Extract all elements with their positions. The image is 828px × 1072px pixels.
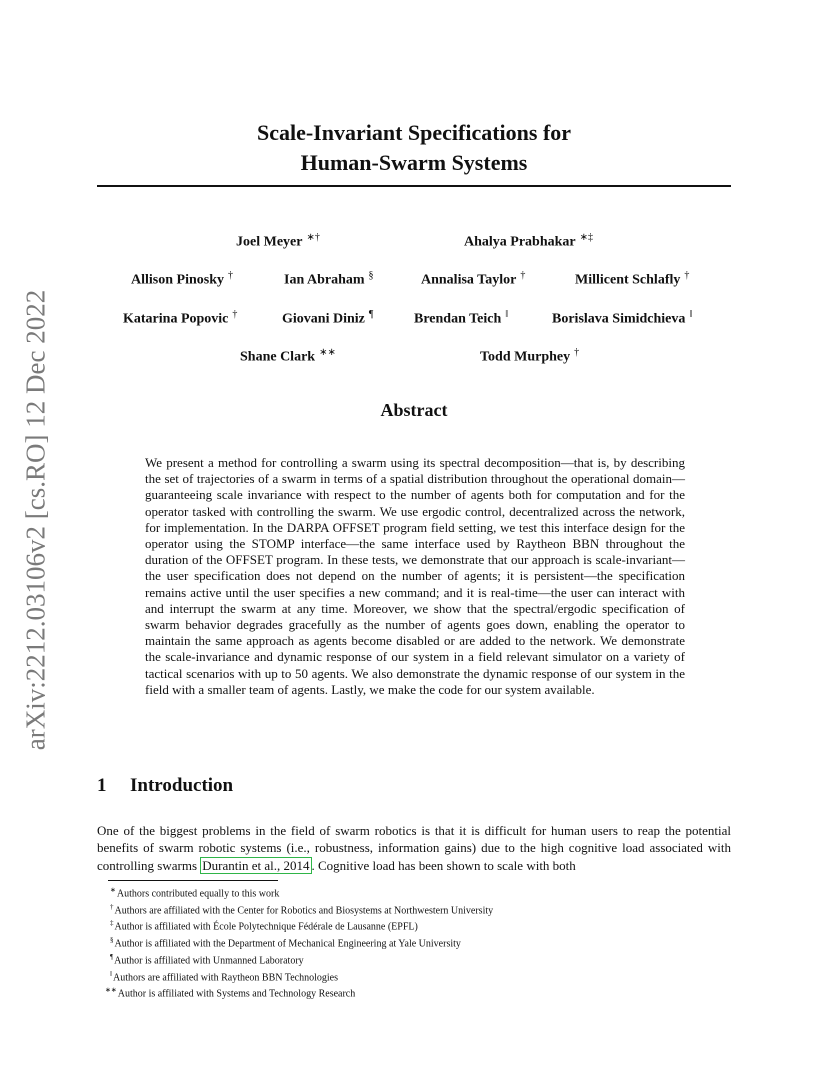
author: Millicent Schlafly † [575,270,690,288]
author: Annalisa Taylor † [421,270,526,288]
author: Borislava Simidchieva ‖ [552,309,693,327]
title-line-1: Scale-Invariant Specifications for [256,120,572,145]
author: Katarina Popovic † [123,309,238,327]
abstract-heading: Abstract [380,400,448,420]
arxiv-identifier: arXiv:2212.03106v2 [cs.RO] 12 Dec 2022 [20,289,51,751]
footnotes [97,884,731,1001]
author: Ahalya Prabhakar ∗‡ [464,232,594,250]
section-heading [97,775,233,797]
citation-link[interactable]: Durantin et al., 2014 [202,857,310,873]
title-rule [97,185,731,187]
footnote: ¶Author is affiliated with Unmanned Laboratory [110,952,304,967]
footnote: ‖Authors are affiliated with Raytheon BBN Technologies [110,969,338,983]
author: Giovani Diniz ¶ [282,309,374,327]
author: Joel Meyer ∗† [236,232,320,250]
author: Allison Pinosky † [131,270,233,288]
footnote: §Author is affiliated with the Department of Mechanical Engineering at Yale University [110,936,461,950]
abstract-body: We present a method for controlling a swarm using its spectral decomposition—that is, by describing the set of trajectories of a swarm in terms of a spatial distribution throughout the operational domain—guaranteeing scale invariance with respect to the number of agents both for computation and for the operator tasked with controlling the swarm. We use ergodic control, decentralized across the network, for implementation. In the DARPA OFFSET program field setting, we test this interface design for the operator using the STOMP interface—the same interface used by Raytheon BBN throughout the duration of the OFFSET program. In these tests, we demonstrate that our approach is scale-invariant—the user specification does not depend on the number of agents; it is persistent—the specification remains active until the user specifies a new command; and it is real-time—the user can interact with and interrupt the swarm at any time. Moreover, we show that the spectral/ergodic specification of swarm behavior degrades gracefully as the number of agents goes down, enabling the operator to maintain the same approach as agents become disabled or are added to the network. We demonstrate the scale-invariance and dynamic response of our system in a field relevant simulator on a variety of tactical scenarios with up to 50 agents. We also demonstrate the dynamic response of our system in the field with a smaller team of agents. Lastly, we make the code for our system available. [145,455,685,697]
footnote: †Authors are affiliated with the Center for Robotics and Biosystems at Northwestern University [110,902,494,917]
section-title: Introduction [130,775,234,796]
author: Ian Abraham § [284,270,374,288]
author: Todd Murphey † [480,347,580,365]
section-number: 1 [97,775,107,796]
footnote-rule [108,880,278,881]
author: Shane Clark ∗∗ [240,347,336,365]
paper-title [97,118,731,178]
title-line-2: Human-Swarm Systems [300,150,528,175]
arxiv-sidebar-stamp [14,280,58,760]
author: Brendan Teich ‖ [414,309,509,327]
footnote: ∗Authors contributed equally to this work [110,886,280,900]
footnote: ∗∗Author is affiliated with Systems and Technology Research [105,986,356,1000]
intro-paragraph: One of the biggest problems in the field of swarm robotics is that it is difficult for human users to reap the potential benefits of swarm robotic systems (i.e., robustness, information gains) due to the high cognitive load associated with controlling swarms Durantin et al., 2014 . Cognitive load has been shown to scale with both [97,823,731,873]
footnote: ‡Author is affiliated with École Polytechnique Fédérale de Lausanne (EPFL) [110,919,418,933]
